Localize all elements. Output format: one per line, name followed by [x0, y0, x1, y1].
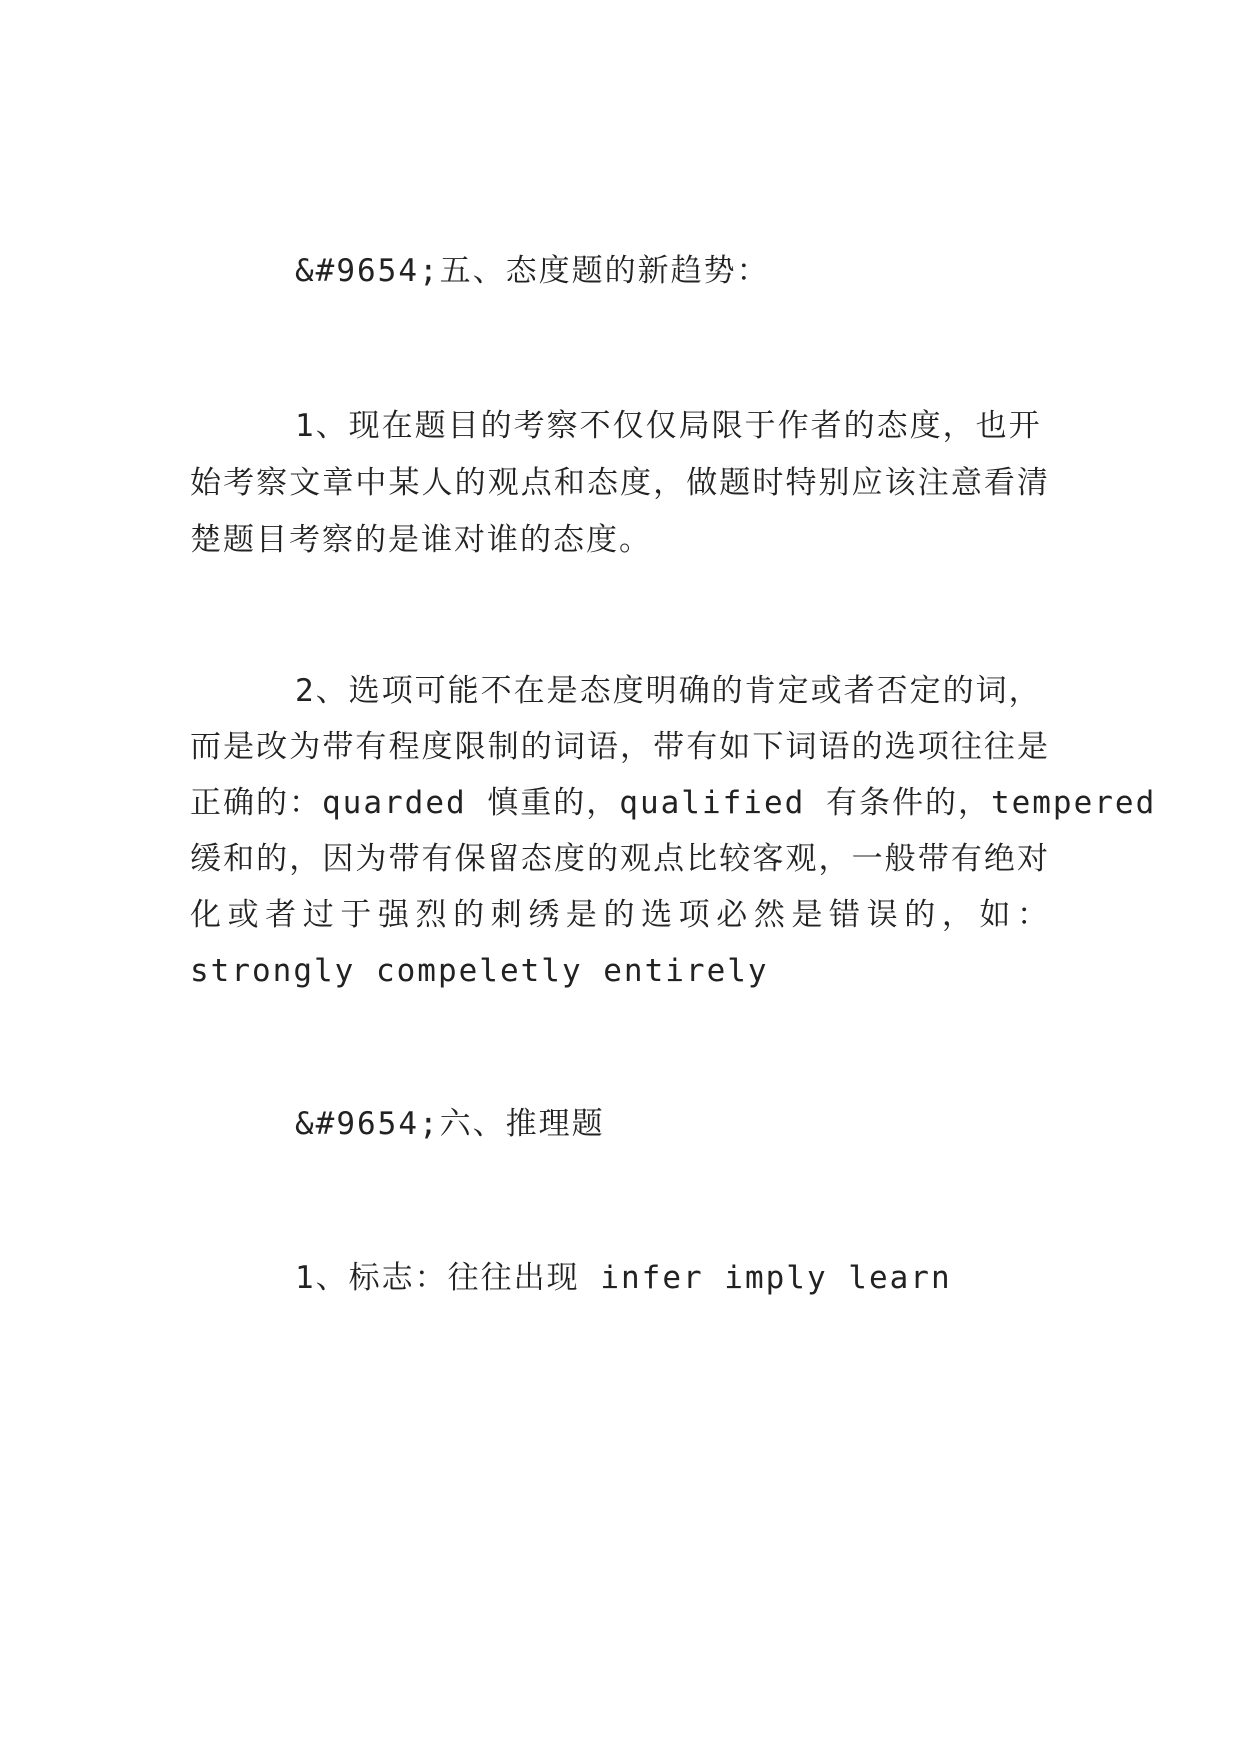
paragraph-line: 楚题目考察的是谁对谁的态度。 [190, 522, 652, 558]
section-heading-attitude-trends: &#9654;五、态度题的新趋势： [295, 253, 770, 289]
paragraph-line: 2、选项可能不在是态度明确的肯定或者否定的词， [295, 673, 1042, 709]
paragraph-line: 1、标志：往往出现 infer imply learn [295, 1260, 952, 1296]
paragraph-line: 而是改为带有程度限制的词语，带有如下词语的选项往往是 [190, 729, 1050, 765]
paragraph-line: 化或者过于强烈的刺绣是的选项必然是错误的，如： [190, 897, 1050, 933]
paragraph-line: 正确的：quarded 慎重的，qualified 有条件的，tempered [190, 785, 1157, 821]
paragraph-line: 始考察文章中某人的观点和态度，做题时特别应该注意看清 [190, 465, 1050, 501]
paragraph-line: 1、现在题目的考察不仅仅局限于作者的态度，也开 [295, 408, 1042, 444]
section-heading-inference: &#9654;六、推理题 [295, 1106, 605, 1142]
paragraph-line: strongly compeletly entirely [190, 953, 769, 989]
paragraph-line: 缓和的，因为带有保留态度的观点比较客观，一般带有绝对 [190, 841, 1050, 877]
